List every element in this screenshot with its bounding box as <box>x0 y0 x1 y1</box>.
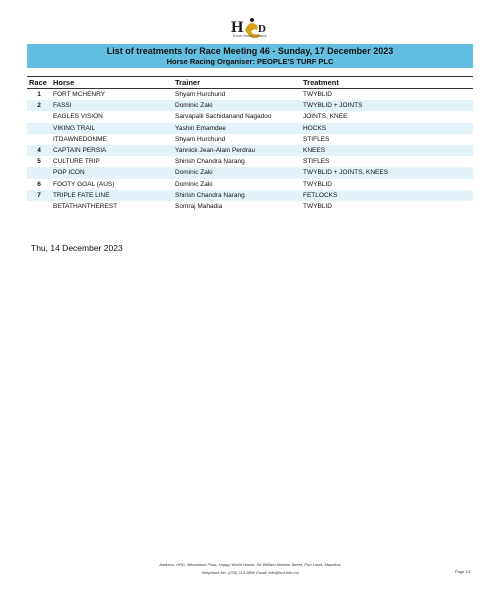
cell-treatment: FETLOCKS <box>301 190 473 201</box>
cell-horse: FASSI <box>51 100 173 111</box>
cell-race <box>27 123 51 134</box>
print-date: Thu, 14 December 2023 <box>31 243 123 253</box>
table-row <box>27 179 473 190</box>
title-banner <box>27 44 473 68</box>
cell-race: 5 <box>37 158 41 166</box>
cell-trainer: Shirish Chandra Narang <box>173 190 301 201</box>
cell-horse: BETATHANTHEREST <box>53 202 118 210</box>
cell-treatment: TWYBLID <box>303 91 332 99</box>
table-row <box>27 123 473 134</box>
cell-trainer: Yannick Jean-Alain Perdrau <box>173 145 301 156</box>
cell-treatment: HOCKS <box>301 123 473 134</box>
cell-trainer: Somraj Mahadia <box>175 202 223 210</box>
page-number: Page 1/1 <box>455 569 472 574</box>
cell-trainer: Sarvapalli Sachidanand Nagadoo <box>175 113 272 121</box>
cell-treatment: TWYBLID + JOINTS, KNEES <box>301 167 473 178</box>
cell-horse: TRIPLE FATE LINE <box>51 190 173 201</box>
cell-trainer: Shirish Chandra Narang <box>175 158 245 166</box>
treatments-table <box>27 76 473 212</box>
cell-treatment: KNEES <box>301 145 473 156</box>
cell-trainer: Shyam Hurchund <box>175 91 226 99</box>
cell-horse: ITDAWNEDONME <box>53 135 107 143</box>
column-header-treatment: Treatment <box>301 77 473 89</box>
table-body <box>27 89 473 213</box>
footer-contact: Telephone No: (230) 214 9800 Email: info@hrd.info.mu <box>201 570 299 575</box>
page-title: List of treatments for Race Meeting 46 - Sunday, 17 December 2023 <box>106 46 394 56</box>
cell-race <box>27 134 51 145</box>
cell-race: 1 <box>37 91 41 99</box>
logo-caption: Horse Racing Division <box>232 34 268 38</box>
footer-address: Address: HRD, Mezzanine Floor, Happy World House, Sir William Newton Street, Port Louis, Mauritius <box>159 562 341 567</box>
cell-race <box>27 111 51 122</box>
cell-race: 2 <box>27 100 51 111</box>
table-row <box>27 134 473 145</box>
cell-horse: VIKING TRAIL <box>51 123 173 134</box>
cell-trainer: Dominic Zaki <box>175 180 213 188</box>
cell-treatment: TWYBLID <box>303 202 332 210</box>
cell-race: 6 <box>37 180 41 188</box>
cell-horse: EAGLES VISION <box>53 113 103 121</box>
table-header-row <box>27 77 473 89</box>
svg-text:H: H <box>231 19 244 36</box>
cell-treatment: STIFLES <box>303 158 330 166</box>
cell-race <box>27 201 51 212</box>
column-header-horse: Horse <box>51 77 173 89</box>
table-row <box>27 89 473 101</box>
table-row <box>27 201 473 212</box>
cell-horse: CAPTAIN PERSIA <box>51 145 173 156</box>
cell-treatment: JOINTS, KNEE <box>303 113 348 121</box>
cell-race: 7 <box>27 190 51 201</box>
cell-horse: POP ICON <box>51 167 173 178</box>
cell-horse: FOOTY GOAL (AUS) <box>53 180 115 188</box>
cell-race: 4 <box>27 145 51 156</box>
footer <box>0 561 500 577</box>
cell-horse: FORT MCHENRY <box>53 91 106 99</box>
cell-treatment: STIFLES <box>303 135 330 143</box>
logo <box>225 14 277 48</box>
cell-trainer: Dominic Zaki <box>173 167 301 178</box>
cell-treatment: TWYBLID <box>303 180 332 188</box>
table-row <box>27 156 473 167</box>
horse-racing-logo-icon <box>225 14 277 48</box>
page-subtitle: Horse Racing Organiser: PEOPLE'S TURF PLC <box>166 57 334 66</box>
svg-text:D: D <box>258 23 266 35</box>
cell-race <box>27 167 51 178</box>
table-row <box>27 190 473 201</box>
column-header-trainer: Trainer <box>173 77 301 89</box>
cell-treatment: TWYBLID + JOINTS <box>301 100 473 111</box>
cell-horse: CULTURE TRIP <box>53 158 100 166</box>
table-row <box>27 167 473 178</box>
table-row <box>27 100 473 111</box>
cell-trainer: Dominic Zaki <box>173 100 301 111</box>
cell-trainer: Shyam Hurchund <box>175 135 226 143</box>
table-row <box>27 111 473 122</box>
table-row <box>27 145 473 156</box>
cell-trainer: Yashin Emamdee <box>173 123 301 134</box>
column-header-race: Race <box>27 77 51 89</box>
